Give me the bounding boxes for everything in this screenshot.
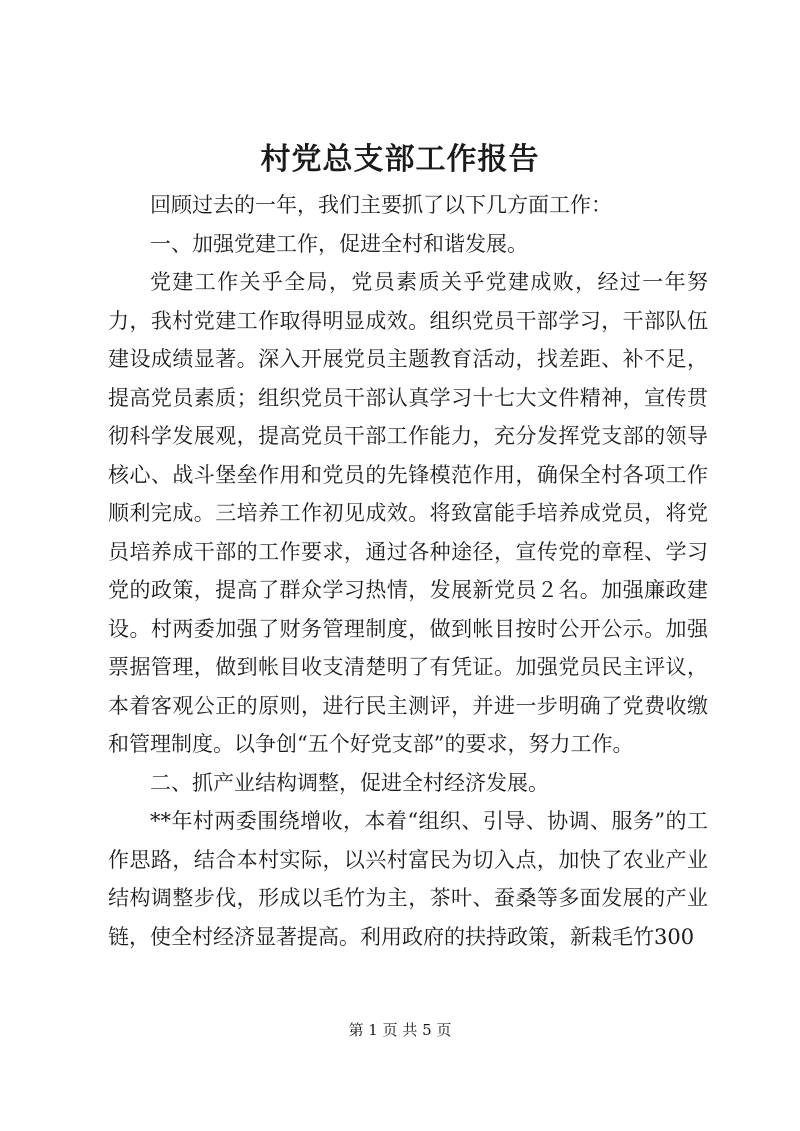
document-body	[108, 186, 708, 956]
section-heading-1: 一、加强党建工作，促进全村和谐发展。	[150, 231, 528, 256]
document-title: 村党总支部工作报告	[260, 142, 540, 177]
page-footer: 第 1 页 共 5 页	[348, 1021, 452, 1039]
paragraph-intro: 回顾过去的一年，我们主要抓了以下几方面工作：	[150, 193, 612, 217]
paragraph-party-building: 党建工作关乎全局，党员素质关乎党建成败，经过一年努力，我村党建工作取得明显成效。组织党员干部学习，干部队伍建设成绩显著。深入开展党员主题教育活动，找差距、补不足，提高党员素质；组织党员干部认真学习十七大文件精神，宣传贯彻科学发展观，提高党员干部工作能力，充分发挥党支部的领导核心、战斗堡垒作用和党员的先锋模范作用，确保全村各项工作顺利完成。三培养工作初见成效。将致富能手培养成党员，将党员培养成干部的工作要求，通过各种途径，宣传党的章程、学习党的政策，提高了群众学习热情，发展新党员２名。加强廉政建设。村两委加强了财务管理制度，做到帐目按时公开公示。加强票据管理，做到帐目收支清楚明了有凭证。加强党员民主评议，本着客观公正的原则，进行民主测评，并进一步明确了党费收缴和管理制度。以争创“五个好党支部”的要求，努力工作。	[108, 270, 708, 756]
section-heading-2: 二、抓产业结构调整，促进全村经济发展。	[150, 770, 549, 795]
paragraph-industry: **年村两委围绕增收，本着“组织、引导、协调、服务”的工作思路，结合本村实际，以兴村富民为切入点，加快了农业产业结构调整步伐，形成以毛竹为主，茶叶、蚕桑等多面发展的产业链，使全村经济显著提高。利用政府的扶持政策，新栽毛竹300	[108, 809, 708, 949]
